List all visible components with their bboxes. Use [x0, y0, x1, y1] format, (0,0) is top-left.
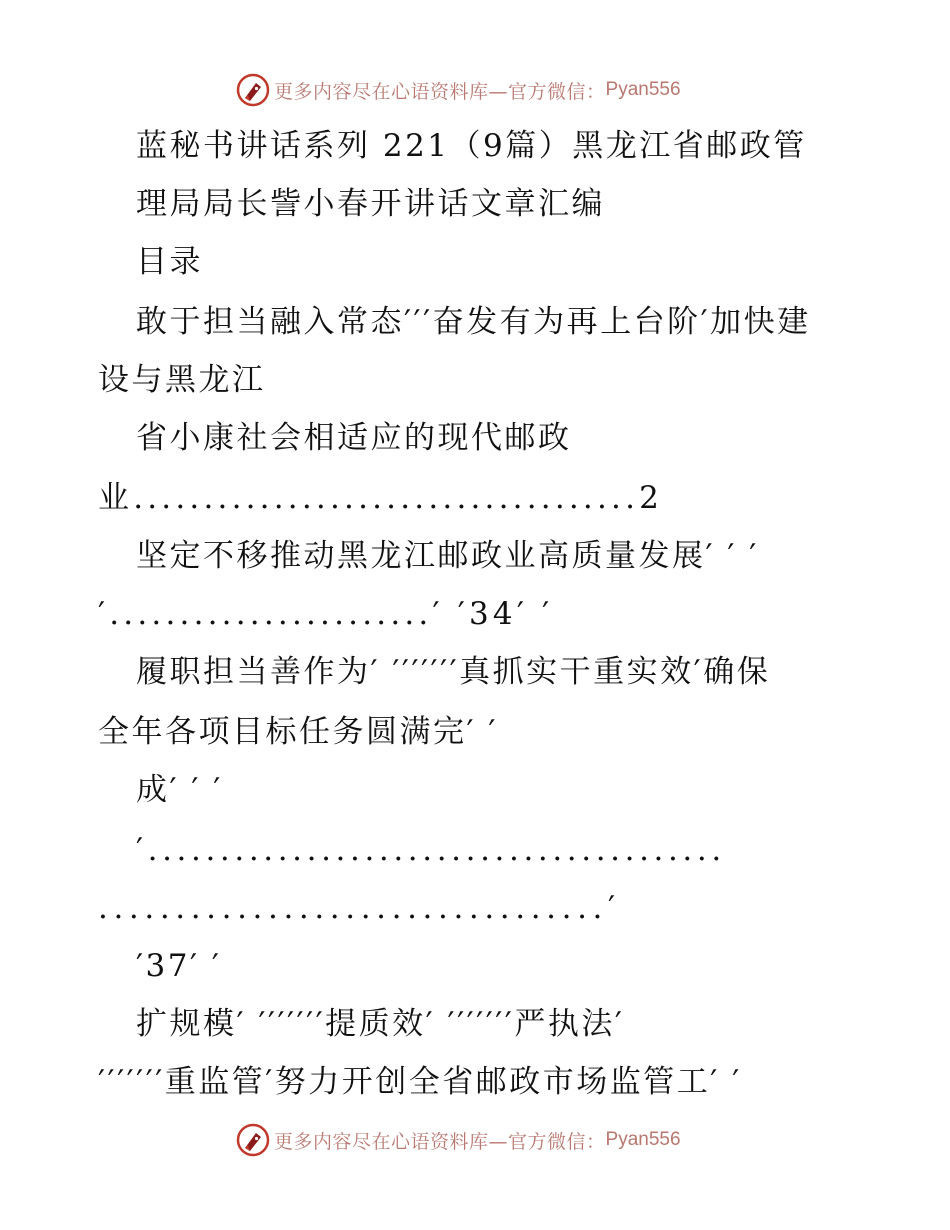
pen-nib-logo-icon — [236, 1123, 270, 1157]
toc-line: ′37′ ′ — [136, 948, 222, 984]
toc-line: 敢于担当融入常态′′′奋发有为再上台阶′加快建 — [136, 304, 811, 340]
watermark-text: 更多内容尽在心语资料库—官方微信： — [274, 80, 606, 103]
document-title-line-2: 理局局长訾小春开讲话文章汇编 — [136, 186, 605, 222]
pen-nib-logo-icon — [236, 73, 270, 107]
toc-line: ′.......................′ ′34′ ′ — [98, 596, 554, 632]
toc-line: 设与黑龙江 — [98, 362, 266, 398]
toc-heading: 目录 — [136, 244, 203, 280]
header-watermark — [236, 72, 681, 108]
toc-line: 坚定不移推动黑龙江邮政业高质量发展′ ′ ′ — [136, 538, 759, 574]
toc-line: 全年各项目标任务圆满完′ ′ — [98, 714, 498, 750]
toc-line: 成′ ′ ′ — [136, 772, 223, 808]
toc-line: 省小康社会相适应的现代邮政 — [136, 420, 572, 456]
watermark-text: 更多内容尽在心语资料库—官方微信： — [274, 1130, 606, 1153]
watermark-wechat-id: Pyan556 — [605, 79, 681, 100]
toc-line: ′′′′′′′重监管′努力开创全省邮政市场监管工′ ′ — [98, 1064, 742, 1100]
toc-line: 履职担当善作为′ ′′′′′′′真抓实干重实效′确保 — [136, 654, 771, 690]
footer-watermark — [236, 1122, 681, 1158]
toc-line: .................................′ — [98, 890, 621, 926]
toc-line: ′........................................ — [136, 832, 726, 868]
watermark-wechat-id: Pyan556 — [605, 1129, 681, 1150]
toc-line: 扩规模′ ′′′′′′′提质效′ ′′′′′′′严执法′ — [136, 1006, 625, 1042]
toc-line: 业....................................2 — [98, 480, 664, 516]
document-title-line-1: 蓝秘书讲话系列 221（9篇）黑龙江省邮政管 — [136, 128, 807, 164]
